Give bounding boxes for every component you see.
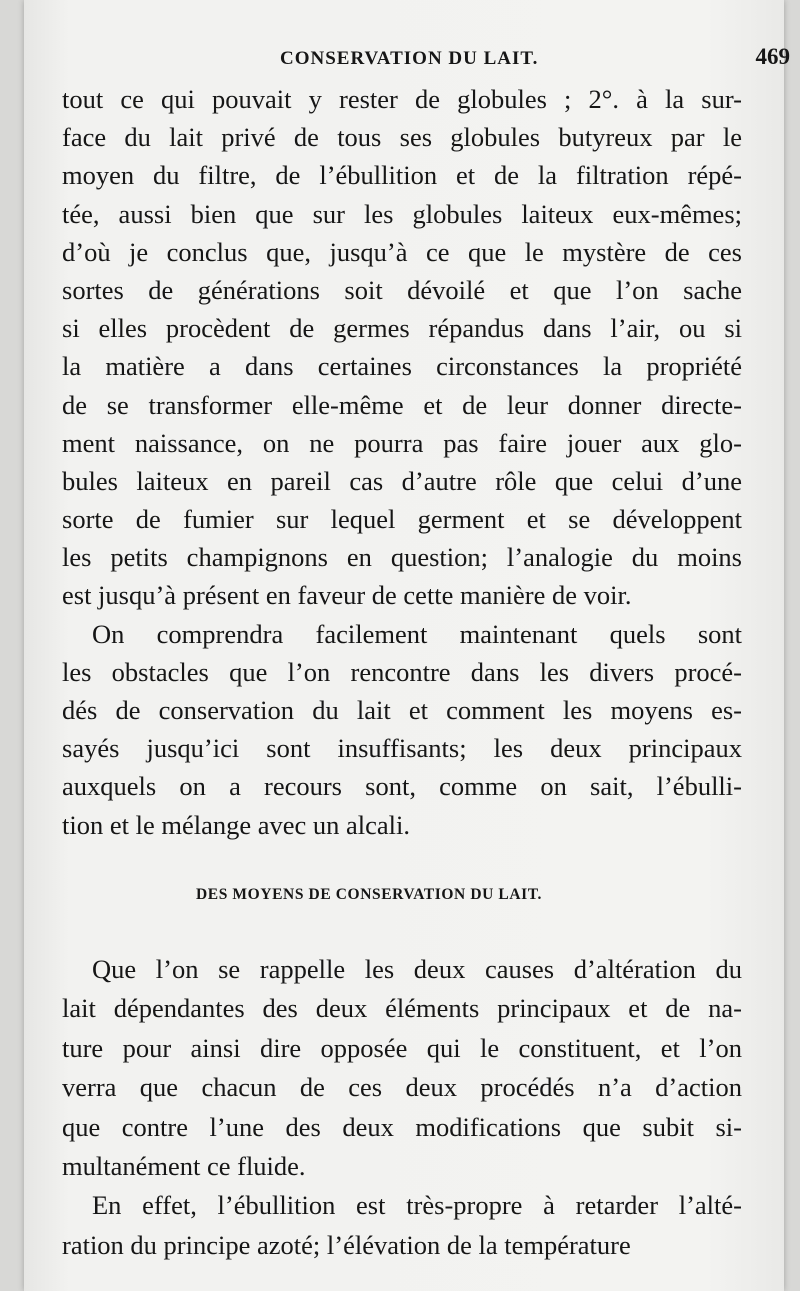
page-header: [48, 44, 790, 74]
text-line: sortes de générations soit dévoilé et que l’on sache: [62, 274, 742, 305]
text-line: de se transformer elle-même et de leur donner directe-: [62, 389, 742, 420]
text-line: ration du principe azoté; l’élévation de la température: [62, 1229, 631, 1260]
text-line: tout ce qui pouvait y rester de globules ; 2°. à la sur-: [62, 84, 742, 114]
text-line: Que l’on se rappelle les deux causes d’altération du: [92, 954, 742, 984]
text-line: les obstacles que l’on rencontre dans les divers procé-: [62, 656, 742, 687]
text-line: les petits champignons en question; l’analogie du moins: [62, 542, 742, 573]
text-line: est jusqu’à présent en faveur de cette manière de voir.: [62, 580, 632, 611]
body-text-top: [62, 80, 742, 844]
running-title: CONSERVATION DU LAIT.: [280, 48, 539, 69]
text-line: multanément ce fluide.: [62, 1150, 306, 1181]
text-line: si elles procèdent de germes répandus dans l’air, ou si: [62, 313, 742, 344]
text-line: On comprendra facilement maintenant quels sont: [92, 618, 742, 649]
section-heading: DES MOYENS DE CONSERVATION DU LAIT.: [196, 886, 543, 903]
text-line: auxquels on a recours sont, comme on sait, l’ébulli-: [62, 771, 742, 802]
text-line: sorte de fumier sur lequel germent et se développent: [62, 504, 742, 535]
text-line: verra que chacun de ces deux procédés n’a d’action: [62, 1072, 742, 1103]
text-line: sayés jusqu’ici sont insuffisants; les deux principaux: [62, 733, 742, 764]
text-line: la matière a dans certaines circonstances la propriété: [62, 351, 742, 382]
text-line: bules laiteux en pareil cas d’autre rôle que celui d’une: [62, 465, 742, 496]
text-line: ment naissance, on ne pourra pas faire jouer aux glo-: [62, 427, 742, 458]
text-line: lait dépendantes des deux éléments principaux et de na-: [62, 993, 742, 1024]
text-line: tée, aussi bien que sur les globules laiteux eux-mêmes;: [62, 198, 742, 229]
text-line: d’où je conclus que, jusqu’à ce que le mystère de ces: [62, 236, 742, 267]
text-line: En effet, l’ébullition est très-propre à retarder l’alté-: [92, 1190, 742, 1221]
text-line: tion et le mélange avec un alcali.: [62, 809, 411, 840]
text-line: dés de conservation du lait et comment les moyens es-: [62, 695, 742, 725]
text-line: ture pour ainsi dire opposée qui le constituent, et l’on: [62, 1032, 742, 1063]
text-line: face du lait privé de tous ses globules butyreux par le: [62, 122, 742, 153]
body-text-bottom: [62, 950, 742, 1265]
page-number: 469: [755, 44, 790, 69]
text-line: que contre l’une des deux modifications que subit si-: [62, 1111, 742, 1142]
text-line: moyen du filtre, de l’ébullition et de la filtration répé-: [62, 160, 742, 191]
